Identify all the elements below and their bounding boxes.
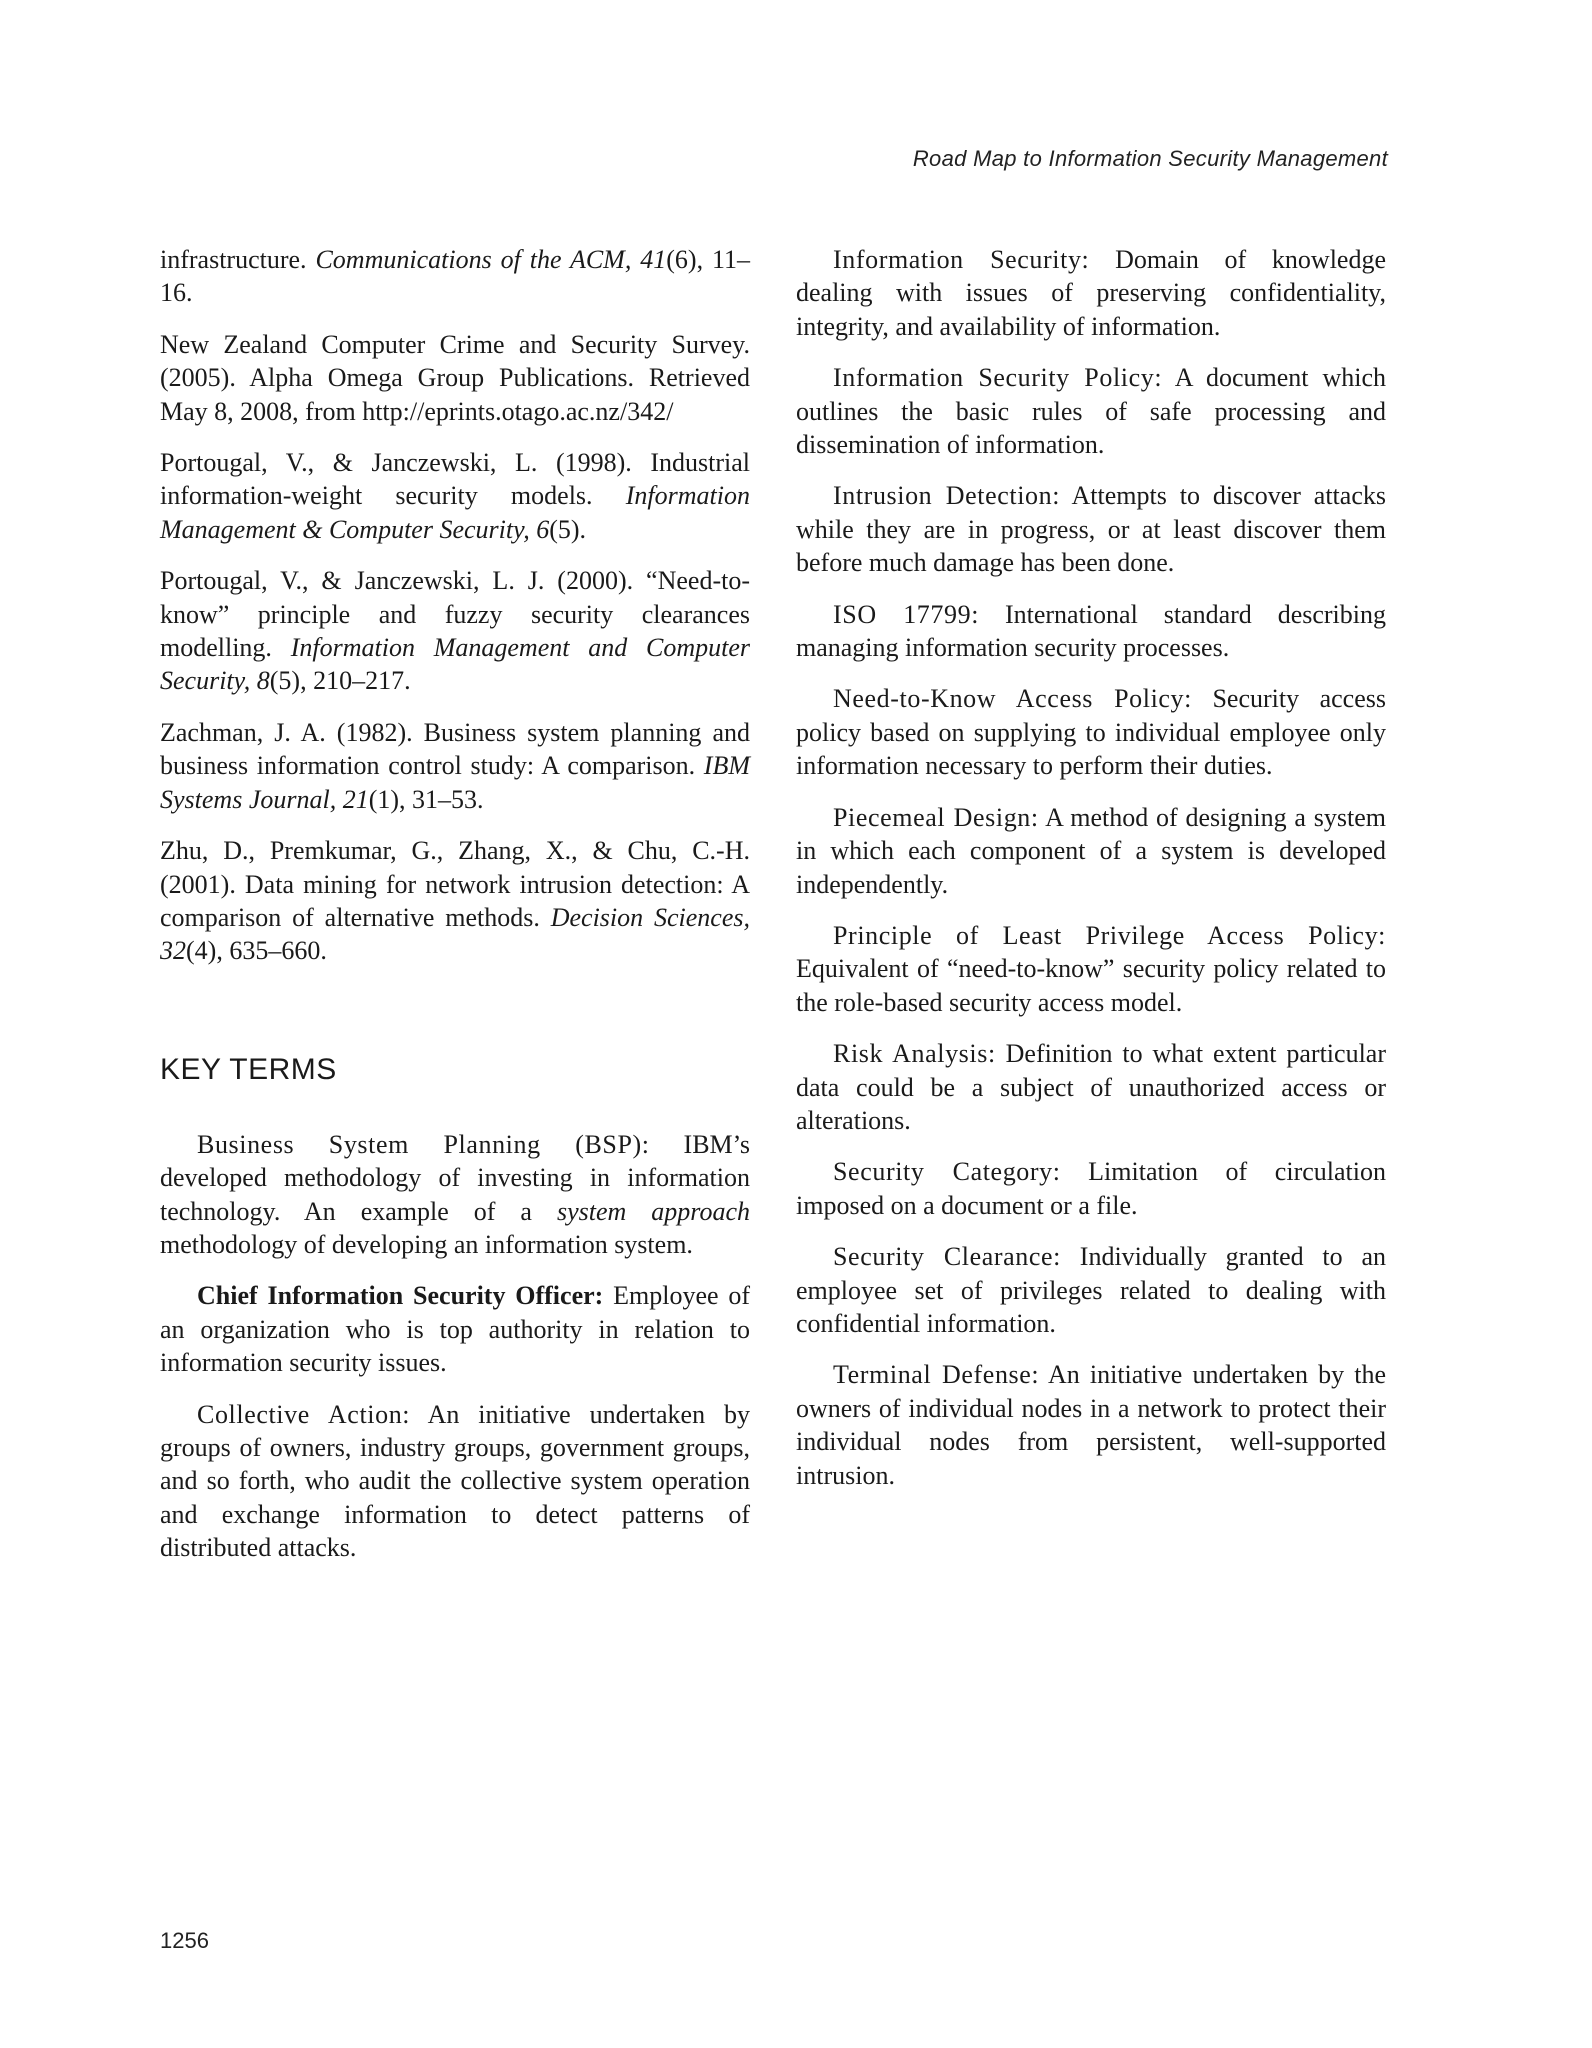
reference-item — [160, 716, 750, 816]
reference-issue: (4), 635–660. — [186, 936, 327, 966]
term-name: Risk Analysis: — [833, 1039, 996, 1069]
term-definition: Security access policy based on supplying to individual employee only information necessary to perform their duties. — [796, 684, 1386, 781]
reference-journal: IBM Systems Journal, 21 — [160, 751, 750, 814]
term-name: Business System Planning (BSP): — [197, 1129, 650, 1159]
reference-journal: Information Management & Computer Security, 6 — [160, 481, 750, 544]
key-term-need-to-know — [796, 682, 1386, 782]
reference-journal: Information Management and Computer Security, 8 — [160, 633, 751, 696]
term-definition: Limitation of circulation imposed on a document or a file. — [796, 1157, 1386, 1220]
key-term-iso-17799 — [796, 598, 1386, 665]
reference-item — [160, 328, 750, 428]
reference-item — [160, 446, 750, 546]
key-term-information-security-policy — [796, 361, 1386, 461]
term-definition: Equivalent of “need-to-know” security policy related to the role-based security access model. — [796, 954, 1386, 1017]
term-definition: International standard describing managing information security processes. — [796, 599, 1387, 663]
key-terms-heading: KEY TERMS — [160, 1052, 337, 1086]
reference-text: Portougal, V., & Janczewski, L. (1998). Industrial information-weight security models. — [160, 448, 750, 511]
key-term-terminal-defense — [796, 1358, 1386, 1492]
key-term-collective-action — [160, 1398, 750, 1565]
reference-item — [160, 243, 750, 310]
reference-journal: Decision Sciences, 32 — [160, 902, 750, 966]
reference-issue: (6), 11–16. — [160, 245, 751, 308]
term-definition: A document which outlines the basic rules of safe processing and dissemination of information. — [796, 363, 1386, 460]
reference-issue: (5), 210–217. — [269, 666, 411, 696]
running-head: Road Map to Information Security Management — [912, 146, 1388, 171]
key-term-ciso — [160, 1279, 750, 1379]
right-column — [796, 243, 1386, 1510]
reference-item — [160, 834, 750, 968]
key-term-risk-analysis — [796, 1037, 1386, 1137]
term-name: Terminal Defense: — [833, 1360, 1040, 1390]
reference-issue: (1), 31–53. — [368, 784, 484, 814]
reference-text: Zachman, J. A. (1982). Business system planning and business information control study: A comparison. — [160, 717, 750, 781]
term-definition: Employee of an organization who is top authority in relation to information security issues. — [160, 1281, 750, 1378]
term-definition: A method of designing a system in which each component of a system is developed independently. — [796, 802, 1387, 899]
key-term-intrusion-detection — [796, 479, 1386, 579]
reference-journal: Communications of the ACM, 41 — [315, 245, 667, 274]
term-definition: Domain of knowledge dealing with issues of preserving confidentiality, integrity, and availability of information. — [796, 245, 1386, 341]
term-name: Chief Information Security Officer: — [197, 1281, 604, 1311]
term-definition: An initiative undertaken by the owners of individual nodes in a network to protect their individual nodes from persistent, well-supported intrusion. — [796, 1360, 1387, 1490]
term-name: Security Clearance: — [833, 1242, 1061, 1272]
term-definition: Definition to what extent particular data could be a subject of unauthorized access or alterations. — [796, 1039, 1386, 1135]
term-definition: An initiative undertaken by groups of owners, industry groups, government groups, and so forth, who audit the collective system operation and exchange information to detect patterns of distributed attacks. — [160, 1399, 751, 1563]
left-column — [160, 243, 750, 1583]
term-name: Need-to-Know Access Policy: — [833, 684, 1192, 714]
term-definition: Attempts to discover attacks while they are in progress, or at least discover them before much damage has been done. — [796, 481, 1386, 578]
key-term-security-clearance — [796, 1240, 1386, 1340]
key-term-least-privilege — [796, 919, 1386, 1019]
term-definition: Individually granted to an employee set of privileges related to dealing with confidential information. — [796, 1242, 1386, 1338]
term-definition-emphasis: system approach — [556, 1196, 750, 1226]
term-name: Piecemeal Design: — [833, 802, 1039, 832]
reference-text: Zhu, D., Premkumar, G., Zhang, X., & Chu, C.-H. (2001). Data mining for network intrusion detection: A comparison of alternative methods. — [160, 836, 750, 932]
reference-item — [160, 564, 750, 698]
page-number: 1256 — [160, 1928, 209, 1953]
term-name: Information Security Policy: — [833, 363, 1163, 393]
key-term-bsp — [160, 1128, 750, 1262]
term-definition: IBM’s developed methodology of investing in information technology. An example of a — [160, 1129, 750, 1226]
reference-text: infrastructure. — [160, 245, 316, 274]
term-name: Information Security: — [833, 245, 1090, 274]
term-name: Collective Action: — [197, 1399, 411, 1429]
key-term-piecemeal-design — [796, 801, 1386, 901]
term-definition: methodology of developing an information system. — [160, 1229, 693, 1259]
term-name: Principle of Least Privilege Access Policy: — [833, 920, 1386, 950]
reference-text: Portougal, V., & Janczewski, L. J. (2000). “Need-to-know” principle and fuzzy security clearances modelling. — [160, 566, 750, 663]
reference-text: New Zealand Computer Crime and Security Survey. (2005). Alpha Omega Group Publications. Retrieved May 8, 2008, from http://eprints.otago.ac.nz/342/ — [160, 329, 750, 426]
reference-issue: (5). — [549, 514, 587, 544]
key-term-security-category — [796, 1155, 1386, 1222]
term-name: ISO 17799: — [833, 599, 980, 629]
term-name: Intrusion Detection: — [833, 481, 1061, 511]
term-name: Security Category: — [833, 1157, 1061, 1187]
key-term-information-security — [796, 243, 1386, 343]
